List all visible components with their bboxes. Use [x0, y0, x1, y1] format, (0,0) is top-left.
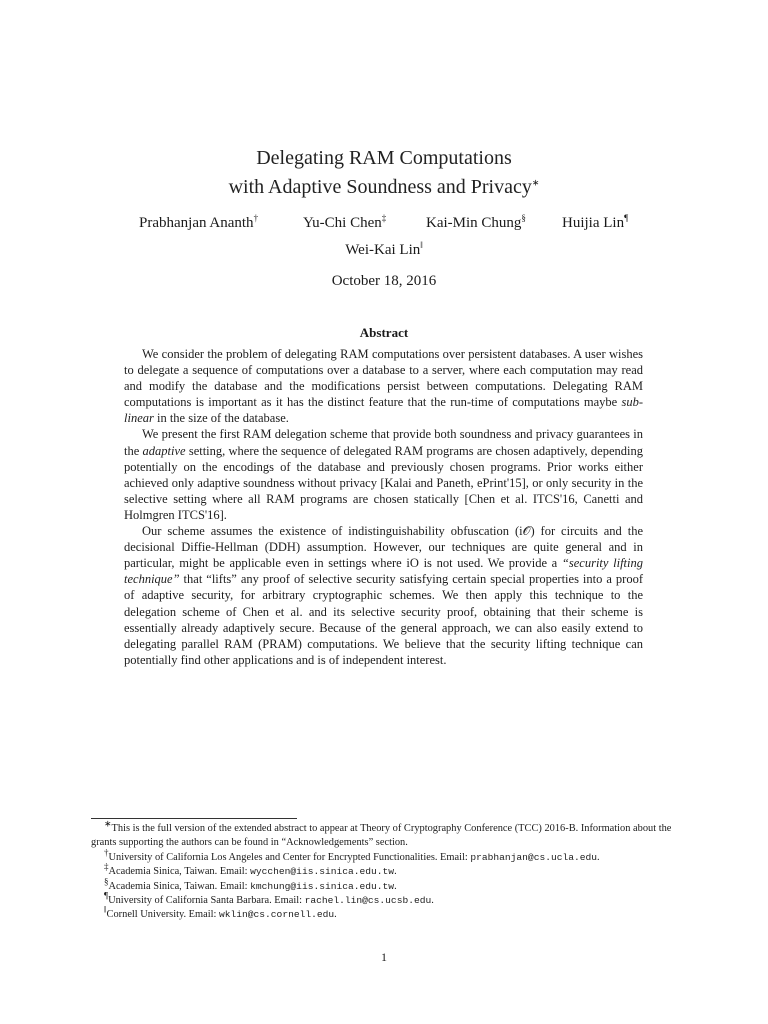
title-footnote-mark: ∗ — [531, 177, 540, 188]
title-line-2: with Adaptive Soundness and Privacy∗ — [228, 176, 540, 198]
footnote-weikai-lin: ‖Cornell University. Email: wklin@cs.cornell.edu. — [104, 904, 337, 921]
author-ananth: Prabhanjan Ananth† — [139, 213, 259, 231]
abstract-paragraph-1: We consider the problem of delegating RAM computations over persistent databases. A user wishes to delegate a sequence of computations over a database to a server, where each computation may read and modify the database and the modifications persist between computations. Delegating RAM computations is important as it has the distinct feature that the run-time of computations maybe sub-linear in the size of the database. — [124, 347, 643, 426]
email-link[interactable]: rachel.lin@cs.ucsb.edu — [304, 895, 432, 907]
author-chung: Kai-Min Chung§ — [426, 213, 526, 231]
abstract-paragraph-3: Our scheme assumes the existence of indistinguishability obfuscation (i𝒪) for circuits and the decisional Diffie-Hellman (DDH) assumption. However, our techniques are quite general and in particular, might be applicable even in settings where iO is not used. We provide a “security lifting technique” that “lifts” any proof of selective security satisfying certain special properties into a proof of adaptive security, for arbitrary cryptographic schemes. We then apply this technique to the delegation scheme of Chen et al. and its selective security proof, obtaining that their scheme is essentially already adaptively secure. Because of the general approach, we can also easily extend to delegating parallel RAM (PRAM) computations. We believe that the security lifting technique can potentially find other applications and is of independent interest. — [124, 524, 643, 667]
footnote-chung: §Academia Sinica, Taiwan. Email: kmchung@iis.sinica.edu.tw. — [104, 876, 397, 892]
email-link[interactable]: wklin@cs.cornell.edu — [218, 909, 335, 921]
abstract-body — [124, 346, 643, 668]
author-chen: Yu-Chi Chen‡ — [303, 213, 387, 231]
footnote-chen: ‡Academia Sinica, Taiwan. Email: wycchen@iis.sinica.edu.tw. — [104, 861, 397, 878]
email-link[interactable]: kmchung@iis.sinica.edu.tw — [250, 880, 395, 892]
email-link[interactable]: wycchen@iis.sinica.edu.tw — [250, 866, 395, 878]
footnote-rule — [91, 818, 297, 819]
email-link[interactable]: prabhanjan@cs.ucla.edu — [470, 851, 598, 863]
footnote-ananth: †University of California Los Angeles and Center for Encrypted Functionalities. Email: prabhanjan@cs.ucla.edu. — [104, 847, 600, 863]
author-weikai-lin: Wei-Kai Lin‖ — [345, 240, 423, 258]
publication-date: October 18, 2016 — [331, 273, 437, 289]
page-number: 1 — [381, 950, 387, 964]
author-huijia-lin: Huijia Lin¶ — [562, 213, 629, 231]
authors-row — [0, 215, 768, 237]
abstract-heading: Abstract — [359, 325, 409, 340]
title-line-1: Delegating RAM Computations — [256, 147, 512, 169]
footnote-huijia-lin: ¶University of California Santa Barbara. Email: rachel.lin@cs.ucsb.edu. — [104, 890, 434, 907]
abstract-paragraph-2: We present the first RAM delegation scheme that provide both soundness and privacy guarantees in the adaptive setting, where the sequence of delegated RAM programs are chosen adaptively, depending potentially on the encodings of the database and previously chosen programs. Prior works either achieved only adaptive soundness without privacy [Kalai and Paneth, ePrint'15], or only security in the selective setting where all RAM programs are chosen statically [Chen et al. ITCS'16, Canetti and Holmgren ITCS'16]. — [124, 427, 643, 522]
footnotes — [91, 818, 691, 923]
paper-title — [0, 144, 768, 202]
footnote-grant: ∗This is the full version of the extended abstract to appear at Theory of Cryptography Conference (TCC) 2016-B. Information about the grants supporting the authors can be found in “Acknowledgements” section. — [91, 818, 672, 849]
